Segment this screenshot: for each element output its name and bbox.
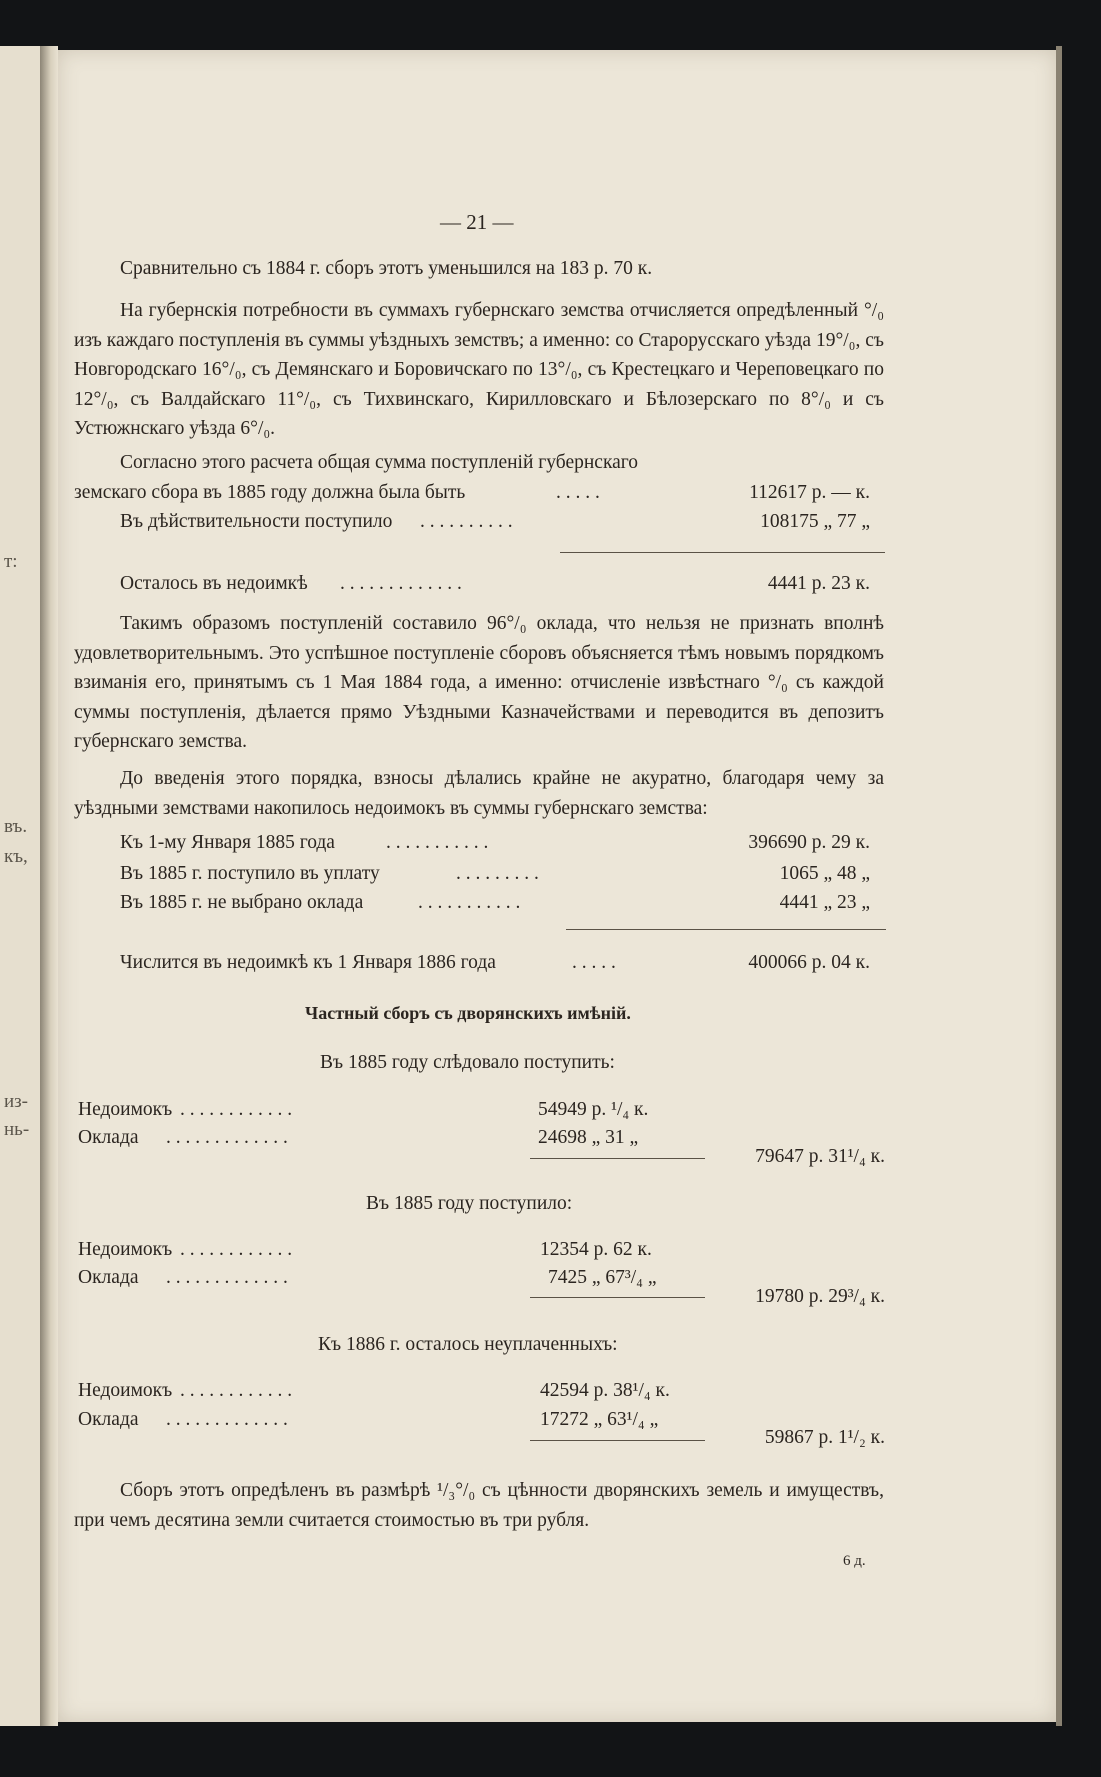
due-row-value: 54949 р. ¹/₄ к. — [538, 1099, 649, 1120]
unpaid-total: 59867 р. 1¹/₂ к. — [764, 1427, 885, 1448]
dot-leader: . . . . . . . . . . . . — [180, 1380, 293, 1401]
arrears-row-value: 396690 р. 29 к. — [748, 832, 870, 853]
arrears-row-label: Къ 1-му Января 1885 года — [120, 832, 335, 853]
margin-fragment: къ, — [4, 846, 28, 867]
margin-fragment: въ. — [4, 816, 28, 837]
calc-arrears-label: Осталось въ недоимкѣ — [120, 573, 308, 594]
calc-received-value: 108175 „ 77 „ — [760, 511, 870, 532]
calc-intro-line: Согласно этого расчета общая сумма поступленій губернскаго — [120, 452, 639, 473]
dot-leader: . . . . . . . . . . . . . — [166, 1267, 288, 1288]
arrears-row-label: Въ 1885 г. поступило въ уплату — [120, 863, 380, 884]
margin-fragment: т: — [4, 551, 18, 572]
dot-leader: . . . . . . . . . . . . . — [166, 1409, 288, 1430]
dot-leader: . . . . . . . . . . . . . — [340, 573, 462, 594]
calc-expected-value: 112617 р. — к. — [749, 482, 870, 503]
paragraph-before: До введенія этого порядка, взносы дѣлались крайне не акуратно, благодаря чему за уѣздными земствами накопилось недоимокъ въ суммы губернскаго земства: — [74, 768, 884, 819]
page-number: — 21 — — [440, 210, 514, 234]
due-total: 79647 р. 31¹/₄ к. — [755, 1146, 885, 1167]
unpaid-row-value: 42594 р. 38¹/₄ к. — [540, 1380, 670, 1401]
due-row-label: Недоимокъ — [78, 1099, 173, 1120]
margin-fragment: нь- — [4, 1119, 30, 1140]
dot-leader: . . . . . — [556, 482, 600, 503]
paragraph-gubernia-share: На губернскія потребности въ суммахъ губернскаго земства отчисляется опредѣленный °/₀ изъ каждаго поступленія въ суммы уѣздныхъ земствъ; а именно: со Старорусскаго уѣзда 19°/₀, съ Новгородскаго 16°/₀, съ Демянскаго и Боровичскаго по 13°/₀, съ Крестецкаго и Череповецкаго по 12°/₀, съ Валдайскаго 11°/₀, съ Тихвинскаго, Кирилловскаго и Бѣлозерскаго по 8°/₀ и съ Устюжнскаго уѣзда 6°/₀. — [74, 300, 884, 439]
dot-leader: . . . . . — [572, 952, 616, 973]
paragraph-final: Сборъ этотъ опредѣленъ въ размѣрѣ ¹/₃°/₀ съ цѣнности дворянскихъ земель и имуществъ, при чемъ десятина земли считается стоимостью въ три рубля. — [74, 1480, 884, 1531]
page-edge — [1056, 46, 1062, 1726]
arrears-total-value: 400066 р. 04 к. — [748, 952, 870, 973]
margin-fragment: из- — [4, 1091, 29, 1112]
unpaid-heading: Къ 1886 г. осталось неуплаченныхъ: — [318, 1334, 618, 1355]
sum-rule — [530, 1158, 705, 1159]
calc-received-label: Въ дѣйствительности поступило — [120, 511, 393, 532]
arrears-total-label: Числится въ недоимкѣ къ 1 Января 1886 года — [120, 952, 496, 973]
arrears-row-label: Въ 1885 г. не выбрано оклада — [120, 892, 364, 913]
received-row-value: 12354 р. 62 к. — [540, 1239, 652, 1260]
received-row-label: Оклада — [78, 1267, 139, 1288]
calc-arrears-value: 4441 р. 23 к. — [767, 573, 870, 594]
arrears-row-value: 1065 „ 48 „ — [779, 863, 870, 884]
unpaid-row-label: Недоимокъ — [78, 1380, 173, 1401]
paragraph-result: Такимъ образомъ поступленій составило 96°/₀ оклада, что нельзя не признать вполнѣ удовлетворительнымъ. Это успѣшное поступленіе сборовъ объясняется тѣмъ новымъ порядкомъ взиманія его, принятымъ съ 1 Мая 1884 года, а именно: отчисленіе извѣстнаго °/₀ съ каждой суммы поступленія, дѣлается прямо Уѣздными Казначействами и переводится въ депозитъ губернскаго земства. — [74, 613, 884, 752]
signature-mark: 6 д. — [843, 1553, 866, 1569]
sum-rule — [530, 1440, 705, 1441]
dot-leader: . . . . . . . . . — [456, 863, 539, 884]
dot-leader: . . . . . . . . . . . — [418, 892, 521, 913]
unpaid-row-value: 17272 „ 63¹/₄ „ — [540, 1409, 659, 1430]
unpaid-row-label: Оклада — [78, 1409, 139, 1430]
paragraph-comparison: Сравнительно съ 1884 г. сборъ этотъ уменьшился на 183 р. 70 к. — [120, 258, 653, 279]
dot-leader: . . . . . . . . . . . . — [180, 1239, 293, 1260]
dot-leader: . . . . . . . . . . . . — [180, 1099, 293, 1120]
received-total: 19780 р. 29³/₄ к. — [755, 1286, 885, 1307]
due-heading: Въ 1885 году слѣдовало поступить: — [320, 1052, 615, 1073]
sum-rule — [530, 1297, 705, 1298]
arrears-row-value: 4441 „ 23 „ — [779, 892, 870, 913]
dot-leader: . . . . . . . . . . . — [386, 832, 489, 853]
received-heading: Въ 1885 году поступило: — [366, 1193, 573, 1214]
section-title: Частный сборъ съ дворянскихъ имѣній. — [305, 1003, 631, 1023]
book-gutter — [40, 46, 58, 1726]
sum-rule — [566, 929, 886, 930]
calc-expected-label: земскаго сбора въ 1885 году должна была быть — [74, 482, 466, 503]
received-row-label: Недоимокъ — [78, 1239, 173, 1260]
previous-page-edge — [0, 46, 42, 1726]
dot-leader: . . . . . . . . . . . . . — [166, 1127, 288, 1148]
sum-rule — [560, 552, 885, 553]
received-row-value: 7425 „ 67³/₄ „ — [548, 1267, 657, 1288]
due-row-value: 24698 „ 31 „ — [538, 1127, 639, 1148]
dot-leader: . . . . . . . . . . — [420, 511, 513, 532]
due-row-label: Оклада — [78, 1127, 139, 1148]
